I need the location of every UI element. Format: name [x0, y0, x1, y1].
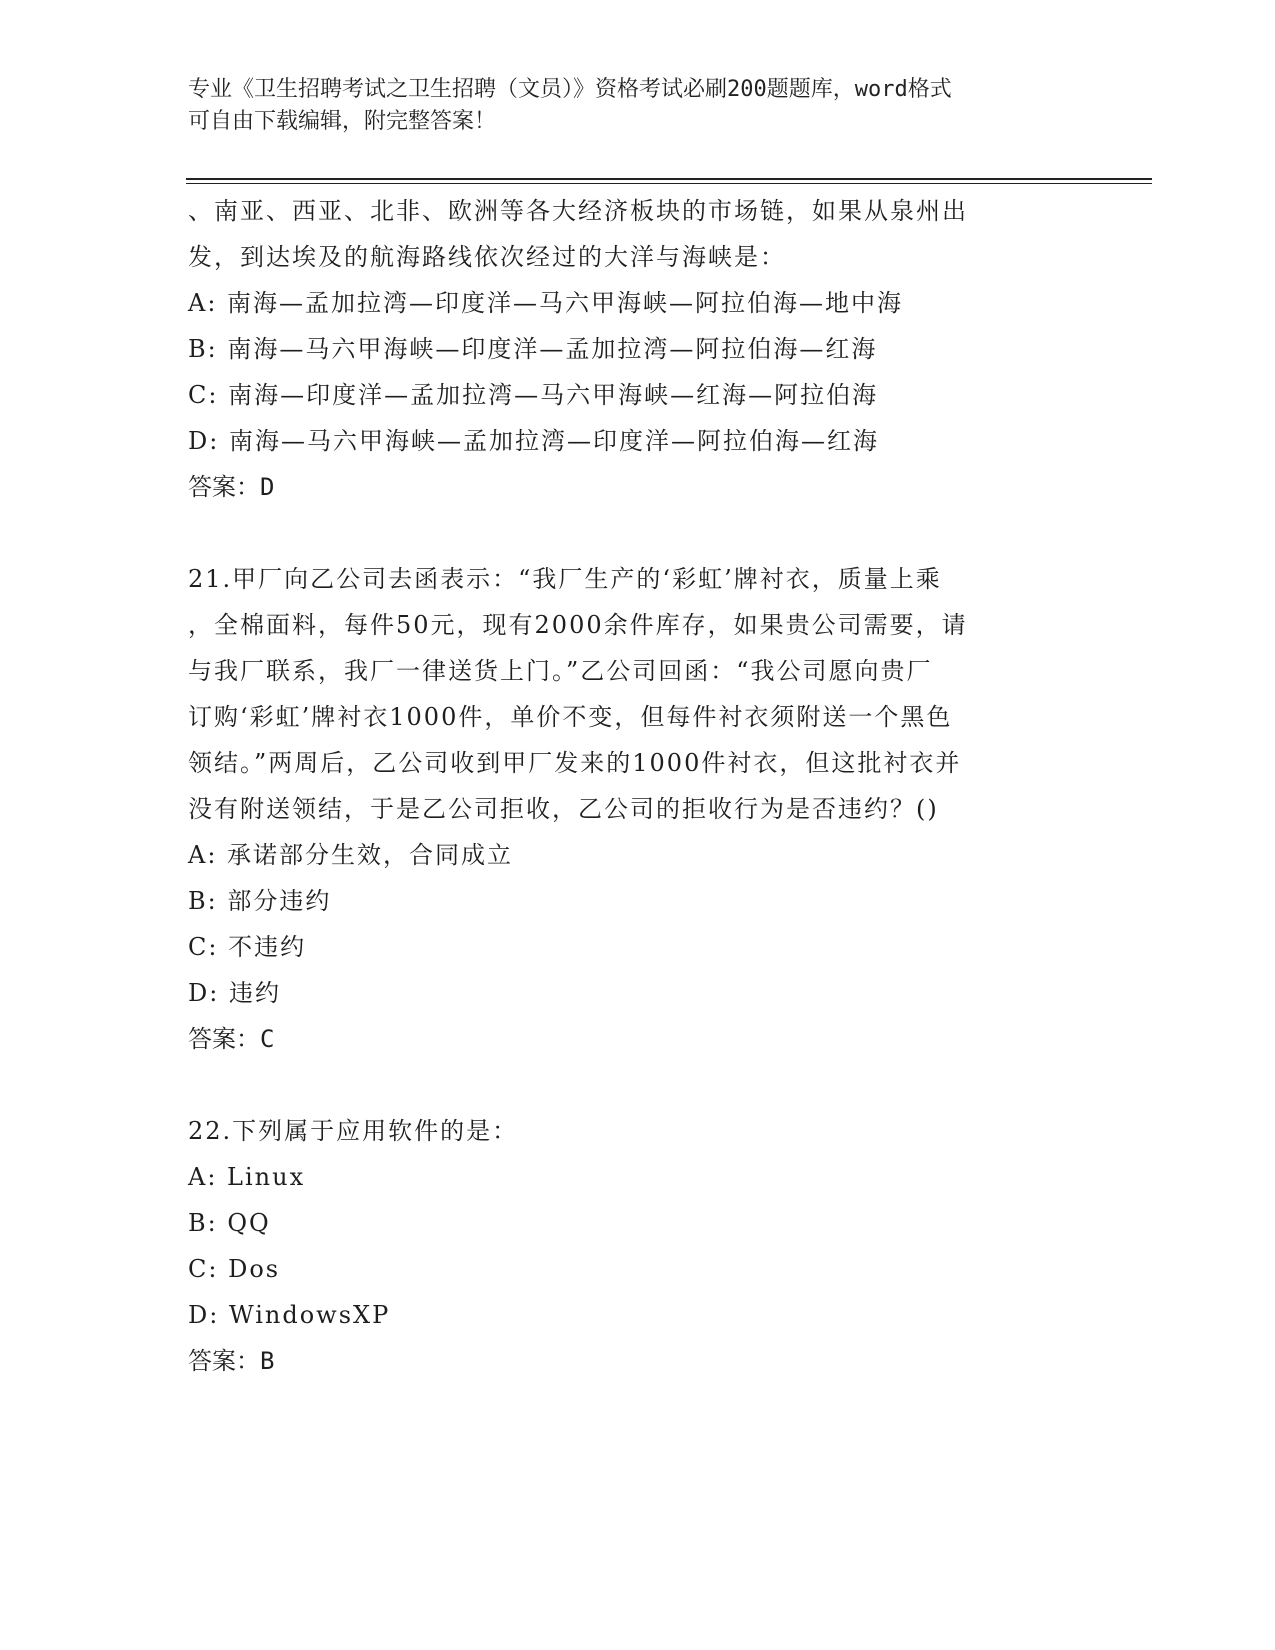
- answer-line: 答案：B: [188, 1347, 275, 1375]
- question-21: [188, 556, 1088, 1062]
- question-20: [188, 188, 1088, 510]
- question-stem-line: 21.甲厂向乙公司去函表示：“我厂生产的‘彩虹’牌衬衣，质量上乘: [188, 565, 942, 593]
- option-b: B: QQ: [188, 1209, 271, 1237]
- option-d: D: WindowsXP: [188, 1301, 391, 1329]
- question-stem-line: 发，到达埃及的航海路线依次经过的大洋与海峡是：: [188, 243, 786, 271]
- document-header: [188, 74, 1088, 138]
- option-a: A: Linux: [188, 1163, 306, 1191]
- header-line-2: 可自由下载编辑，附完整答案！: [188, 109, 497, 134]
- answer-line: 答案：C: [188, 1025, 275, 1053]
- option-c: C: 南海—印度洋—孟加拉湾—马六甲海峡—红海—阿拉伯海: [188, 381, 879, 409]
- question-stem-line: 订购‘彩虹’牌衬衣1000件，单价不变，但每件衬衣须附送一个黑色: [188, 703, 953, 731]
- spacer: [188, 510, 1088, 556]
- header-divider-thick: [186, 178, 1152, 180]
- option-d: D: 南海—马六甲海峡—孟加拉湾—印度洋—阿拉伯海—红海: [188, 427, 879, 455]
- question-stem-line: 、南亚、西亚、北非、欧洲等各大经济板块的市场链，如果从泉州出: [188, 197, 968, 225]
- option-b: B: 部分违约: [188, 887, 332, 915]
- answer-line: 答案：D: [188, 473, 275, 501]
- question-stem-line: 22.下列属于应用软件的是：: [188, 1117, 519, 1145]
- header-divider-thin: [186, 183, 1152, 184]
- question-stem-line: 没有附送领结，于是乙公司拒收，乙公司的拒收行为是否违约？(): [188, 795, 939, 823]
- question-22: [188, 1108, 1088, 1384]
- question-stem-line: 领结。”两周后，乙公司收到甲厂发来的1000件衬衣，但这批衬衣并: [188, 749, 962, 777]
- option-a: A: 承诺部分生效，合同成立: [188, 841, 514, 869]
- header-line-1: 专业《卫生招聘考试之卫生招聘（文员）》资格考试必刷200题题库，word格式: [188, 77, 952, 102]
- option-b: B: 南海—马六甲海峡—印度洋—孟加拉湾—阿拉伯海—红海: [188, 335, 878, 363]
- question-stem-line: 与我厂联系，我厂一律送货上门。”乙公司回函：“我公司愿向贵厂: [188, 657, 933, 685]
- option-d: D: 违约: [188, 979, 281, 1007]
- option-a: A: 南海—孟加拉湾—印度洋—马六甲海峡—阿拉伯海—地中海: [188, 289, 904, 317]
- option-c: C: Dos: [188, 1255, 281, 1283]
- document-body: [188, 188, 1088, 1384]
- spacer: [188, 1062, 1088, 1108]
- question-stem-line: ，全棉面料，每件50元，现有2000余件库存，如果贵公司需要，请: [188, 611, 968, 639]
- option-c: C: 不违约: [188, 933, 307, 961]
